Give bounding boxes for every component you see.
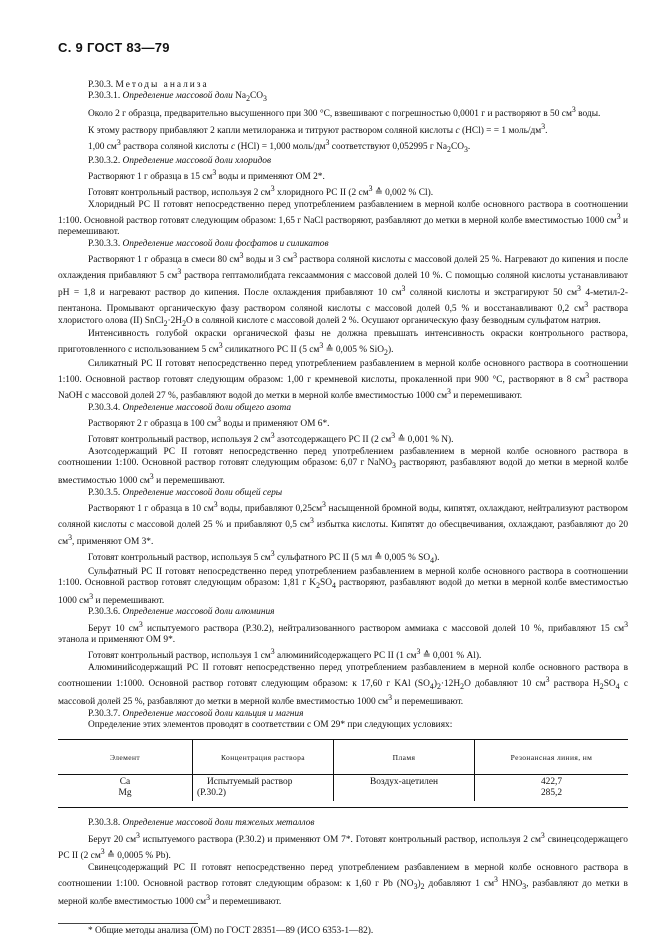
paragraph-p1: Р.30.3. Методы анализа (88, 80, 209, 90)
paragraph-p12: Интенсивность голубой окраски органической фазы не должна превышать интенсивность окраски контрольного раствора, приготовленного с использованием 5 $см^3$ силикатного РС II (5 $см^3$ ≙ 0,005 % SiO$_2$). (58, 328, 628, 358)
paragraph-p14: Р.30.3.4. Определение массовой доли общего азота (88, 402, 292, 413)
cell-elements (58, 775, 193, 802)
paragraph-p5: 1,00 $см^3$ раствора соляной кислоты c (HCl) = 1,000 моль/$дм^3$ соответствуют 0,052995 г $Na_2CO_3$. (88, 138, 471, 155)
paragraph-p8: Готовят контрольный раствор, используя 2 $см^3$ хлоридного РС II (2 $см^3$ ≙ 0,002 % Cl). (88, 184, 434, 199)
col-header-element: Элемент (58, 740, 193, 775)
paragraph-p26: Р.30.3.7. Определение массовой доли кальция и магния (88, 708, 304, 719)
paragraph-p11: Растворяют 1 г образца в смеси 80 $см^3$ воды и 3 $см^3$ раствора соляной кислоты с массовой долей 25 %. Нагревают до кипения и после охлаждения прибавляют 5 $см^3$ раствора гептамолибдата гексааммония с массовой долей 10 %. С помощью соляной кислоты устанавливают pH = 1,8 и нагревают раствор до кипения. После охлаждения прибавляют 10 $см^3$ соляной кислоты и экстрагируют 50 $см^3$ 4-метил-2-пентанона. Промывают органическую фазу раствором соляной кислоты с массовой долей 0,5 % и восстанавливают 0,2 $см^3$ раствора хлористого олова (II) $SnCl_2\cdot 2H_2O$ в соляной кислоте с массовой долей 2 %. Осушают органическую фазу безводным сульфатом натрия. (58, 251, 628, 328)
conditions-table (58, 739, 628, 808)
paragraph-p10: Р.30.3.3. Определение массовой доли фосфатов и силикатов (88, 238, 329, 249)
paragraph-p23: Берут 10 $см^3$ испытуемого раствора (Р.30.2), нейтрализованного раствором аммиака с массовой долей 10 %, прибавляют 15 $см^3$ этанола и применяют ОМ 9*. (58, 619, 628, 646)
paragraph-p27: Определение этих элементов проводят в соответствии с ОМ 29* при следующих условиях: (88, 720, 453, 731)
cell-concentration (193, 775, 334, 802)
paragraph-a3: Свинецсодержащий РС II готовят непосредственно перед употреблением разбавлением в мерной колбе основного раствора в соотношении 1:100. Основной раствор готовят следующим образом: к 1,60 г Pb $(NO_3)_2$ добавляют 1 $см^3$ $HNO_3$, разбавляют до метки в мерной колбе вместимостью 1000 $см^3$ и перемешивают. (58, 862, 628, 908)
paragraph-a1: Р.30.3.8. Определение массовой доли тяжелых металлов (88, 818, 315, 829)
line-mg: 285,2 (540, 788, 563, 799)
paragraph-p9: Хлоридный РС II готовят непосредственно перед употреблением разбавлением в мерной колбе основного раствора в соотношении 1:100. Основной раствор готовят следующим образом: 1,65 г NaCl растворяют, разбавляют до метки в мерной колбе вместимостью 1000 $см^3$ и перемешивают. (58, 199, 628, 238)
paragraph-p7: Растворяют 1 г образца в 15 $см^3$ воды и применяют ОМ 2*. (88, 167, 325, 183)
cell-lines (475, 775, 629, 802)
paragraph-p16: Готовят контрольный раствор, используя 2 $см^3$ азотсодержащего РС II (2 $см^3$ ≙ 0,001 % N). (88, 431, 454, 446)
paragraph-p4: К этому раствору прибавляют 2 капли метилоранжа и титруют раствором соляной кислоты c (HCl) = = 1 моль/$дм^3$. (88, 121, 548, 137)
footnote: * Общие методы анализа (ОМ) по ГОСТ 28351—89 (ИСО 6353-1—82). (88, 925, 374, 936)
paragraph-p6: Р.30.3.2. Определение массовой доли хлоридов (88, 155, 272, 166)
paragraph-p18: Р.30.3.5. Определение массовой доли общей серы (88, 487, 283, 498)
table-bottom-rule (58, 801, 628, 808)
concentration-line-1: Испытуемый раствор (207, 777, 293, 788)
cell-flame: Воздух-ацетилен (334, 775, 475, 802)
element-mg: Mg (118, 788, 132, 799)
paragraph-p19: Растворяют 1 г образца в 10 $см^3$ воды, прибавляют $0,25см^3$ насыщенной бромной воды, кипятят, охлаждают, нейтрализуют раствором соляной кислоты с массовой долей 25 % и прибавляют 0,5 $см^3$ избытка кислоты. Кипятят до обесцвечивания, охлаждают, разбавляют до 20 $см^3$, применяют ОМ 3*. (58, 499, 629, 547)
footnote-divider (58, 923, 198, 924)
paragraph-p25: Алюминийсодержащий РС II готовят непосредственно перед употреблением разбавлением в мерной колбе основного раствора в соотношении 1:1000. Основной раствор готовят следующим образом: к 17,60 г KAl $(SO_4)_2\cdot 12H_2O$ добавляют 10 $см^3$ раствора $H_2SO_4$ с массовой долей 25 %, разбавляют до метки в мерной колбе вместимостью 1000 $см^3$ и перемешивают. (58, 662, 628, 708)
paragraph-a2: Берут 20 $см^3$ испытуемого раствора (Р.30.2) и применяют ОМ 7*. Готовят контрольный раствор, используя 2 $см^3$ свинецсодержащего РС II (2 $см^3$ ≙ 0,0005 % Pb). (58, 830, 628, 862)
element-ca: Ca (119, 777, 131, 788)
after-table-block (58, 818, 628, 908)
col-header-flame: Пламя (334, 740, 475, 775)
paragraph-p24: Готовят контрольный раствор, используя 1 $см^3$ алюминийсодержащего РС II (1 $см^3$ ≙ 0,001 % Al). (88, 647, 482, 662)
line-ca: 422,7 (540, 777, 563, 788)
paragraph-p13: Силикатный РС II готовят непосредственно перед употреблением разбавлением в мерной колбе основного раствора в соотношении 1:100. Основной раствор готовят следующим образом: 1,00 г кремневой кислоты, прокаленной при 900 °С, растворяют в 8 $см^3$ раствора NaOH с массовой долей 27 %, разбавляют водой до метки в мерной колбе вместимостью 1000 $см^3$ и перемешивают. (58, 358, 628, 402)
paragraph-p2: Р.30.3.1. Определение массовой доли $Na_2CO_3$ (88, 91, 267, 104)
paragraph-p17: Азотсодержащий РС II готовят непосредственно перед употреблением разбавлением в мерной колбе основного раствора в соотношении 1:100. Основной раствор готовят следующим образом: 6,07 г NaNO$_3$ растворяют, разбавляют водой до метки в мерной колбе вместимостью 1000 $см^3$ и перемешивают. (58, 446, 628, 487)
paragraph-p20: Готовят контрольный раствор, используя 5 $см^3$ сульфатного РС II (5 мл ≙ 0,005 % $SO_4$). (88, 549, 440, 566)
paragraph-p22: Р.30.3.6. Определение массовой доли алюминия (88, 607, 275, 618)
page-header: С. 9 ГОСТ 83—79 (58, 40, 170, 55)
paragraph-p15: Растворяют 2 г образца в 100 $см^3$ воды и применяют ОМ 6*. (88, 414, 330, 430)
document-body (58, 80, 628, 937)
concentration-line-2: (Р.30.2) (197, 788, 227, 799)
col-header-resonance-line: Резонансная линия, нм (475, 740, 629, 775)
table-header-row (58, 740, 628, 775)
col-header-concentration: Концентрация раствора (193, 740, 334, 775)
table-row (58, 775, 628, 802)
paragraph-p3: Около 2 г образца, предварительно высушенного при 300 °С, взвешивают с погрешностью 0,0001 г и растворяют в 50 $см^3$ воды. (88, 105, 601, 120)
paragraphs-block (58, 80, 628, 731)
paragraph-p21: Сульфатный РС II готовят непосредственно перед употреблением разбавлением в мерной колбе основного раствора в соотношении 1:100. Основной раствор готовят следующим образом: 1,81 г $K_2SO_4$ растворяют, разбавляют водой до метки в мерной колбе вместимостью 1000 $см^3$ и перемешивают. (58, 566, 628, 607)
